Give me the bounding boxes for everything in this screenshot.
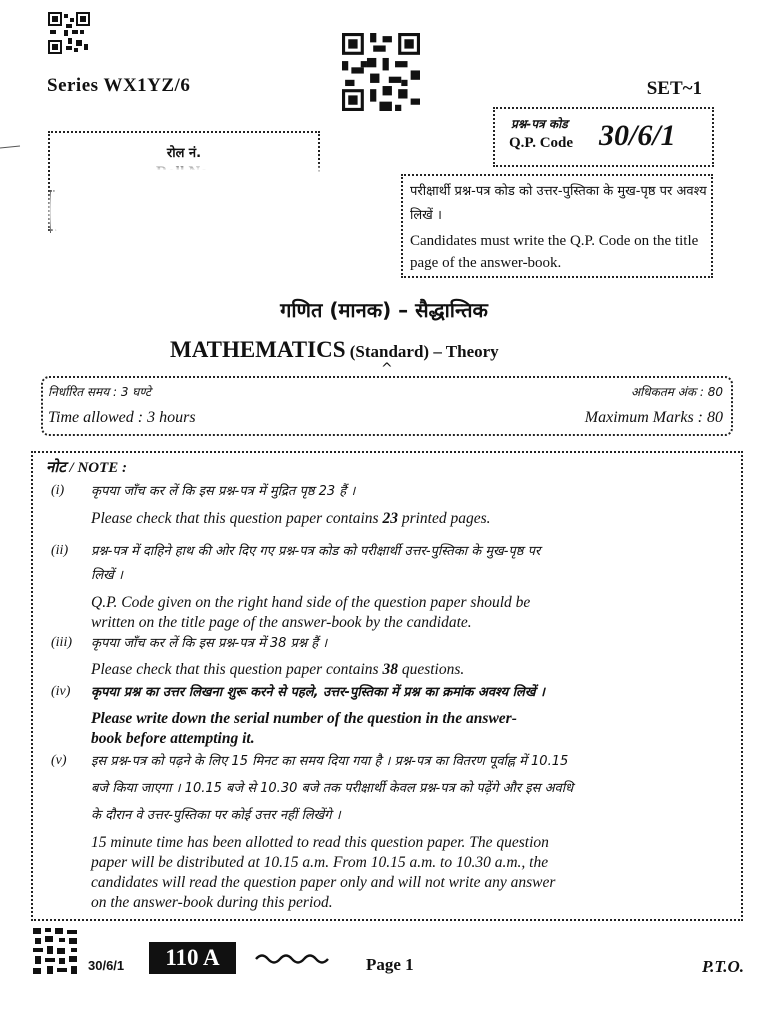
caret-mark: ^ <box>381 361 393 377</box>
max-marks: Maximum Marks : 80 <box>584 409 723 426</box>
margin-mark <box>0 136 22 142</box>
note-box <box>31 451 743 921</box>
footer-code-badge: 110 A <box>149 942 236 974</box>
note-hindi: बजे किया जाएगा । 10.15 बजे से 10.30 बजे तक परीक्षार्थी केवल प्रश्न-पत्र को पढ़ेंगे और इस अवधि <box>91 781 574 796</box>
note-heading: नोट / NOTE : <box>46 460 128 476</box>
note-english: Q.P. Code given on the right hand side of the question paper should be <box>91 594 531 611</box>
note-english: paper will be distributed at 10.15 a.m. From 10.15 a.m. to 10.30 a.m., the <box>91 854 549 871</box>
note-english: Please check that this question paper contains 38 questions. <box>91 661 465 678</box>
subject-title-main: MATHEMATICS <box>170 337 346 362</box>
note-hindi: के दौरान वे उत्तर-पुस्तिका पर कोई उत्तर नहीं लिखेंगे । <box>91 808 341 823</box>
candidate-instruction: Candidates must write the Q.P. Code on the title page of the answer-book. <box>410 233 699 271</box>
subject-title <box>170 337 499 363</box>
note-english: book before attempting it. <box>91 730 255 747</box>
qr-code-icon <box>342 33 420 111</box>
note-number: (i) <box>51 483 65 498</box>
note-hindi: कृपया जाँच कर लें कि इस प्रश्न-पत्र में मुद्रित पृष्ठ 23 हैं । <box>91 484 356 499</box>
pto-label: P.T.O. <box>701 957 744 976</box>
note-number: (ii) <box>51 543 69 558</box>
note-english: on the answer-book during this period. <box>91 894 333 911</box>
qp-code-box <box>493 107 714 167</box>
note-hindi: प्रश्न-पत्र में दाहिने हाथ की ओर दिए गए प्रश्न-पत्र कोड को परीक्षार्थी उत्तर-पुस्तिका के मुख-पृष्ठ पर <box>91 544 541 559</box>
qp-code-label-hindi: प्रश्न-पत्र कोड <box>511 117 568 131</box>
redaction-smudge <box>52 170 344 252</box>
wave-decoration-icon <box>254 950 334 969</box>
subject-title-sub: (Standard) – Theory <box>345 342 499 361</box>
series-label: Series WX1YZ/6 <box>47 75 191 96</box>
note-number: (v) <box>51 753 67 768</box>
subject-title-hindi: गणित (मानक) – सैद्धान्तिक <box>280 298 488 322</box>
note-hindi: कृपया जाँच कर लें कि इस प्रश्न-पत्र में 38 प्रश्न हैं । <box>91 636 328 651</box>
set-label: SET~1 <box>646 78 702 99</box>
max-marks-hindi: अधिकतम अंक : 80 <box>630 385 723 399</box>
qp-code-value: 30/6/1 <box>599 119 676 152</box>
note-hindi: लिखें । <box>91 568 123 583</box>
time-allowed: Time allowed : 3 hours <box>48 409 196 426</box>
barcode-icon <box>33 928 79 978</box>
candidate-instruction-hindi: परीक्षार्थी प्रश्न-पत्र कोड को उत्तर-पुस्तिका के मुख-पृष्ठ पर अवश्य लिखें । <box>410 184 707 223</box>
time-allowed-hindi: निर्धारित समय : 3 घण्टे <box>48 385 152 399</box>
roll-number-label-hindi: रोल नं. <box>166 146 202 161</box>
note-number: (iv) <box>51 684 71 699</box>
note-english: 15 minute time has been allotted to read this question paper. The question <box>91 834 549 851</box>
note-hindi: इस प्रश्न-पत्र को पढ़ने के लिए 15 मिनट का समय दिया गया है । प्रश्न-पत्र का वितरण पूर्वाह्न में 10.15 <box>91 754 569 769</box>
time-marks-box <box>41 376 733 436</box>
note-hindi: कृपया प्रश्न का उत्तर लिखना शुरू करने से पहले, उत्तर-पुस्तिका में प्रश्न का क्रमांक अवश्य लिखें । <box>91 685 545 700</box>
note-english: Please write down the serial number of the question in the answer- <box>91 710 517 727</box>
note-number: (iii) <box>51 635 72 650</box>
page-footer <box>0 928 768 978</box>
qp-code-label: Q.P. Code <box>509 135 574 151</box>
qr-code-small-icon <box>48 12 90 54</box>
note-english: written on the title page of the answer-book by the candidate. <box>91 614 472 631</box>
page-number: Page 1 <box>366 955 414 974</box>
note-english: candidates will read the question paper only and will not write any answer <box>91 874 556 891</box>
footer-qp-code: 30/6/1 <box>88 958 125 973</box>
note-english: Please check that this question paper contains 23 printed pages. <box>91 510 491 527</box>
candidate-instruction-box <box>401 174 713 278</box>
